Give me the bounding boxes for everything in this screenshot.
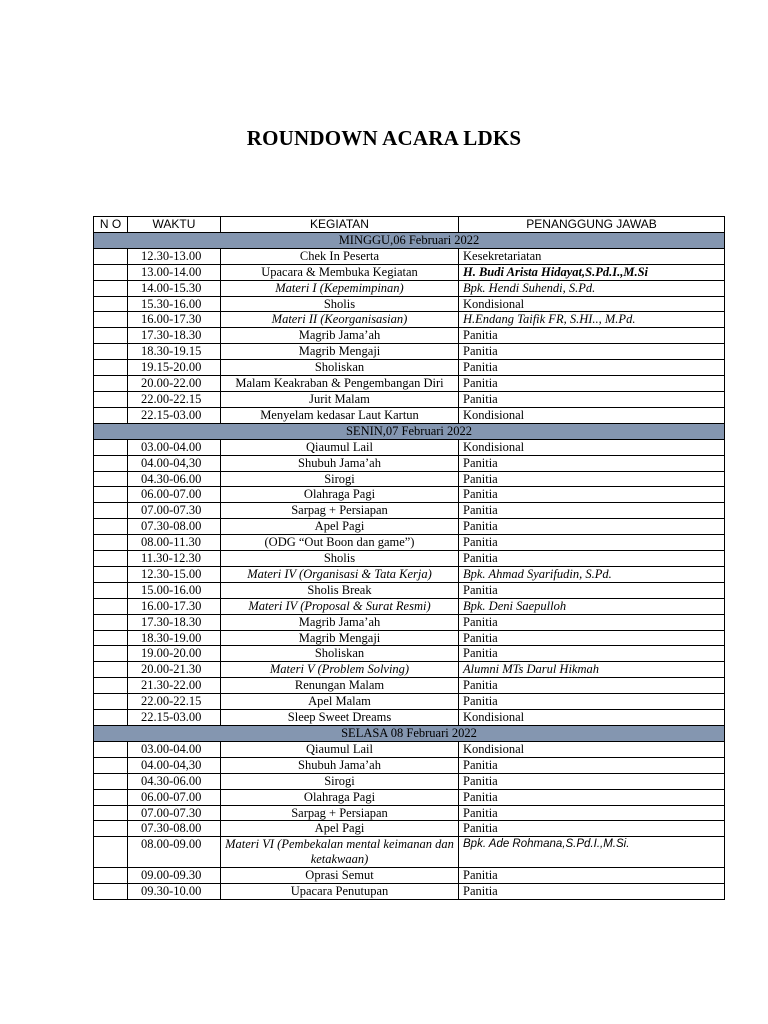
table-row (94, 296, 725, 312)
row-number-cell (94, 455, 128, 471)
row-number-cell (94, 296, 128, 312)
row-activity-cell: Sholiskan (221, 360, 459, 376)
row-time-cell: 12.30-15.00 (128, 566, 221, 582)
row-activity-cell: Menyelam kedasar Laut Kartun (221, 407, 459, 423)
row-number-cell (94, 280, 128, 296)
day-label: SELASA 08 Februari 2022 (94, 726, 725, 742)
table-row (94, 471, 725, 487)
table-row (94, 280, 725, 296)
table-row (94, 646, 725, 662)
table-row (94, 614, 725, 630)
row-pic-cell: Kondisional (459, 439, 725, 455)
day-label: SENIN,07 Februari 2022 (94, 423, 725, 439)
header-pic: PENANGGUNG JAWAB (459, 217, 725, 233)
row-pic-cell: Bpk. Deni Saepulloh (459, 598, 725, 614)
table-row (94, 884, 725, 900)
row-number-cell (94, 868, 128, 884)
table-row (94, 741, 725, 757)
row-pic-cell: Panitia (459, 535, 725, 551)
row-activity-cell: Upacara Penutupan (221, 884, 459, 900)
row-number-cell (94, 519, 128, 535)
row-time-cell: 19.00-20.00 (128, 646, 221, 662)
table-row (94, 630, 725, 646)
row-activity-cell: Sarpag + Persiapan (221, 503, 459, 519)
row-number-cell (94, 757, 128, 773)
row-number-cell (94, 662, 128, 678)
row-activity-cell: Materi IV (Proposal & Surat Resmi) (221, 598, 459, 614)
row-time-cell: 07.00-07.30 (128, 805, 221, 821)
row-number-cell (94, 614, 128, 630)
day-header-row (94, 423, 725, 439)
table-row (94, 344, 725, 360)
row-number-cell (94, 710, 128, 726)
row-pic-cell: Kesekretariatan (459, 248, 725, 264)
row-time-cell: 22.15-03.00 (128, 710, 221, 726)
row-activity-cell: Materi II (Keorganisasian) (221, 312, 459, 328)
row-number-cell (94, 344, 128, 360)
header-time: WAKTU (128, 217, 221, 233)
row-number-cell (94, 694, 128, 710)
row-time-cell: 07.30-08.00 (128, 519, 221, 535)
table-row (94, 598, 725, 614)
table-row (94, 439, 725, 455)
row-pic-cell: Panitia (459, 360, 725, 376)
row-pic-cell: Panitia (459, 391, 725, 407)
row-pic-cell: Panitia (459, 471, 725, 487)
row-number-cell (94, 789, 128, 805)
row-activity-cell: Magrib Mengaji (221, 630, 459, 646)
row-pic-cell: Bpk. Ahmad Syarifudin, S.Pd. (459, 566, 725, 582)
row-number-cell (94, 646, 128, 662)
row-activity-cell: Materi IV (Organisasi & Tata Kerja) (221, 566, 459, 582)
row-time-cell: 04.30-06.00 (128, 773, 221, 789)
table-row (94, 821, 725, 837)
row-activity-cell: Magrib Mengaji (221, 344, 459, 360)
row-pic-cell: Panitia (459, 503, 725, 519)
row-activity-cell: Apel Pagi (221, 821, 459, 837)
row-pic-cell: Panitia (459, 694, 725, 710)
row-number-cell (94, 248, 128, 264)
table-row (94, 360, 725, 376)
row-number-cell (94, 503, 128, 519)
row-activity-cell: Materi VI (Pembekalan mental keimanan dan ketakwaan) (221, 837, 459, 868)
row-number-cell (94, 837, 128, 868)
row-time-cell: 21.30-22.00 (128, 678, 221, 694)
header-activity: KEGIATAN (221, 217, 459, 233)
row-pic-cell: Panitia (459, 582, 725, 598)
row-pic-cell: Panitia (459, 884, 725, 900)
row-activity-cell: Sirogi (221, 471, 459, 487)
row-activity-cell: Sirogi (221, 773, 459, 789)
row-number-cell (94, 487, 128, 503)
row-activity-cell: Renungan Malam (221, 678, 459, 694)
row-pic-cell: Panitia (459, 519, 725, 535)
row-number-cell (94, 391, 128, 407)
document-title: ROUNDOWN ACARA LDKS (246, 126, 522, 150)
row-pic-cell: Kondisional (459, 741, 725, 757)
row-time-cell: 03.00-04.00 (128, 741, 221, 757)
row-time-cell: 15.30-16.00 (128, 296, 221, 312)
row-time-cell: 04.00-04,30 (128, 757, 221, 773)
row-pic-cell: Bpk. Ade Rohmana,S.Pd.I.,M.Si. (459, 837, 725, 868)
row-time-cell: 04.00-04,30 (128, 455, 221, 471)
table-row (94, 328, 725, 344)
row-activity-cell: Sholis Break (221, 582, 459, 598)
row-number-cell (94, 328, 128, 344)
row-number-cell (94, 582, 128, 598)
row-time-cell: 08.00-11.30 (128, 535, 221, 551)
row-activity-cell: Materi V (Problem Solving) (221, 662, 459, 678)
row-time-cell: 18.30-19.15 (128, 344, 221, 360)
row-time-cell: 07.00-07.30 (128, 503, 221, 519)
table-row (94, 694, 725, 710)
row-activity-cell: Apel Pagi (221, 519, 459, 535)
row-activity-cell: Sholis (221, 551, 459, 567)
row-activity-cell: Sarpag + Persiapan (221, 805, 459, 821)
row-time-cell: 09.00-09.30 (128, 868, 221, 884)
row-time-cell: 17.30-18.30 (128, 328, 221, 344)
row-time-cell: 16.00-17.30 (128, 312, 221, 328)
row-activity-cell: (ODG “Out Boon dan game”) (221, 535, 459, 551)
table-row (94, 837, 725, 868)
table-row (94, 805, 725, 821)
row-number-cell (94, 630, 128, 646)
table-row (94, 503, 725, 519)
row-time-cell: 04.30-06.00 (128, 471, 221, 487)
row-activity-cell: Chek In Peserta (221, 248, 459, 264)
table-row (94, 519, 725, 535)
table-row (94, 376, 725, 392)
row-pic-cell: Panitia (459, 487, 725, 503)
row-time-cell: 22.00-22.15 (128, 694, 221, 710)
row-activity-cell: Upacara & Membuka Kegiatan (221, 264, 459, 280)
row-activity-cell: Olahraga Pagi (221, 487, 459, 503)
row-pic-cell: Panitia (459, 344, 725, 360)
table-row (94, 868, 725, 884)
row-number-cell (94, 598, 128, 614)
row-number-cell (94, 741, 128, 757)
row-activity-cell: Sholis (221, 296, 459, 312)
row-pic-cell: Panitia (459, 757, 725, 773)
table-row (94, 487, 725, 503)
row-number-cell (94, 407, 128, 423)
table-row (94, 535, 725, 551)
table-row (94, 391, 725, 407)
table-row (94, 312, 725, 328)
row-time-cell: 07.30-08.00 (128, 821, 221, 837)
schedule-table (93, 216, 725, 900)
row-time-cell: 16.00-17.30 (128, 598, 221, 614)
table-row (94, 264, 725, 280)
row-time-cell: 03.00-04.00 (128, 439, 221, 455)
row-time-cell: 09.30-10.00 (128, 884, 221, 900)
row-number-cell (94, 376, 128, 392)
row-number-cell (94, 312, 128, 328)
row-time-cell: 06.00-07.00 (128, 487, 221, 503)
row-time-cell: 06.00-07.00 (128, 789, 221, 805)
table-row (94, 582, 725, 598)
row-pic-cell: Panitia (459, 630, 725, 646)
row-number-cell (94, 805, 128, 821)
row-time-cell: 19.15-20.00 (128, 360, 221, 376)
row-pic-cell: Panitia (459, 328, 725, 344)
row-pic-cell: Panitia (459, 376, 725, 392)
table-row (94, 662, 725, 678)
row-pic-cell: Panitia (459, 551, 725, 567)
row-pic-cell: Panitia (459, 614, 725, 630)
table-row (94, 757, 725, 773)
row-activity-cell: Shubuh Jama’ah (221, 455, 459, 471)
row-pic-cell: Panitia (459, 646, 725, 662)
row-number-cell (94, 264, 128, 280)
row-time-cell: 18.30-19.00 (128, 630, 221, 646)
row-activity-cell: Qiaumul Lail (221, 439, 459, 455)
row-time-cell: 12.30-13.00 (128, 248, 221, 264)
row-pic-cell: H.Endang Taifik FR, S.HI.., M.Pd. (459, 312, 725, 328)
row-time-cell: 13.00-14.00 (128, 264, 221, 280)
row-time-cell: 08.00-09.00 (128, 837, 221, 868)
table-row (94, 551, 725, 567)
table-row (94, 678, 725, 694)
row-number-cell (94, 678, 128, 694)
row-pic-cell: Panitia (459, 773, 725, 789)
row-number-cell (94, 566, 128, 582)
row-pic-cell: Panitia (459, 821, 725, 837)
day-label: MINGGU,06 Februari 2022 (94, 232, 725, 248)
row-time-cell: 15.00-16.00 (128, 582, 221, 598)
row-pic-cell: Bpk. Hendi Suhendi, S.Pd. (459, 280, 725, 296)
row-number-cell (94, 439, 128, 455)
row-pic-cell: Kondisional (459, 407, 725, 423)
table-row (94, 773, 725, 789)
row-time-cell: 22.15-03.00 (128, 407, 221, 423)
row-activity-cell: Apel Malam (221, 694, 459, 710)
table-row (94, 566, 725, 582)
row-time-cell: 11.30-12.30 (128, 551, 221, 567)
row-activity-cell: Shubuh Jama’ah (221, 757, 459, 773)
row-pic-cell: Panitia (459, 678, 725, 694)
row-activity-cell: Sholiskan (221, 646, 459, 662)
row-activity-cell: Malam Keakraban & Pengembangan Diri (221, 376, 459, 392)
table-row (94, 710, 725, 726)
table-header-row (94, 217, 725, 233)
row-pic-cell: H. Budi Arista Hidayat,S.Pd.I.,M.Si (459, 264, 725, 280)
row-time-cell: 20.00-21.30 (128, 662, 221, 678)
row-pic-cell: Kondisional (459, 710, 725, 726)
row-activity-cell: Qiaumul Lail (221, 741, 459, 757)
table-row (94, 407, 725, 423)
row-activity-cell: Magrib Jama’ah (221, 614, 459, 630)
table-row (94, 248, 725, 264)
row-activity-cell: Sleep Sweet Dreams (221, 710, 459, 726)
row-pic-cell: Panitia (459, 455, 725, 471)
row-number-cell (94, 535, 128, 551)
row-number-cell (94, 360, 128, 376)
row-activity-cell: Jurit Malam (221, 391, 459, 407)
schedule-body (94, 232, 725, 899)
row-activity-cell: Magrib Jama’ah (221, 328, 459, 344)
row-activity-cell: Oprasi Semut (221, 868, 459, 884)
header-no: N O (94, 217, 128, 233)
row-time-cell: 14.00-15.30 (128, 280, 221, 296)
row-time-cell: 17.30-18.30 (128, 614, 221, 630)
row-activity-cell: Materi I (Kepemimpinan) (221, 280, 459, 296)
day-header-row (94, 232, 725, 248)
row-number-cell (94, 821, 128, 837)
row-number-cell (94, 884, 128, 900)
row-pic-cell: Kondisional (459, 296, 725, 312)
day-header-row (94, 726, 725, 742)
row-pic-cell: Panitia (459, 789, 725, 805)
row-pic-cell: Alumni MTs Darul Hikmah (459, 662, 725, 678)
row-number-cell (94, 471, 128, 487)
row-activity-cell: Olahraga Pagi (221, 789, 459, 805)
row-number-cell (94, 773, 128, 789)
row-number-cell (94, 551, 128, 567)
row-time-cell: 22.00-22.15 (128, 391, 221, 407)
table-row (94, 455, 725, 471)
row-time-cell: 20.00-22.00 (128, 376, 221, 392)
table-row (94, 789, 725, 805)
row-pic-cell: Panitia (459, 805, 725, 821)
row-pic-cell: Panitia (459, 868, 725, 884)
